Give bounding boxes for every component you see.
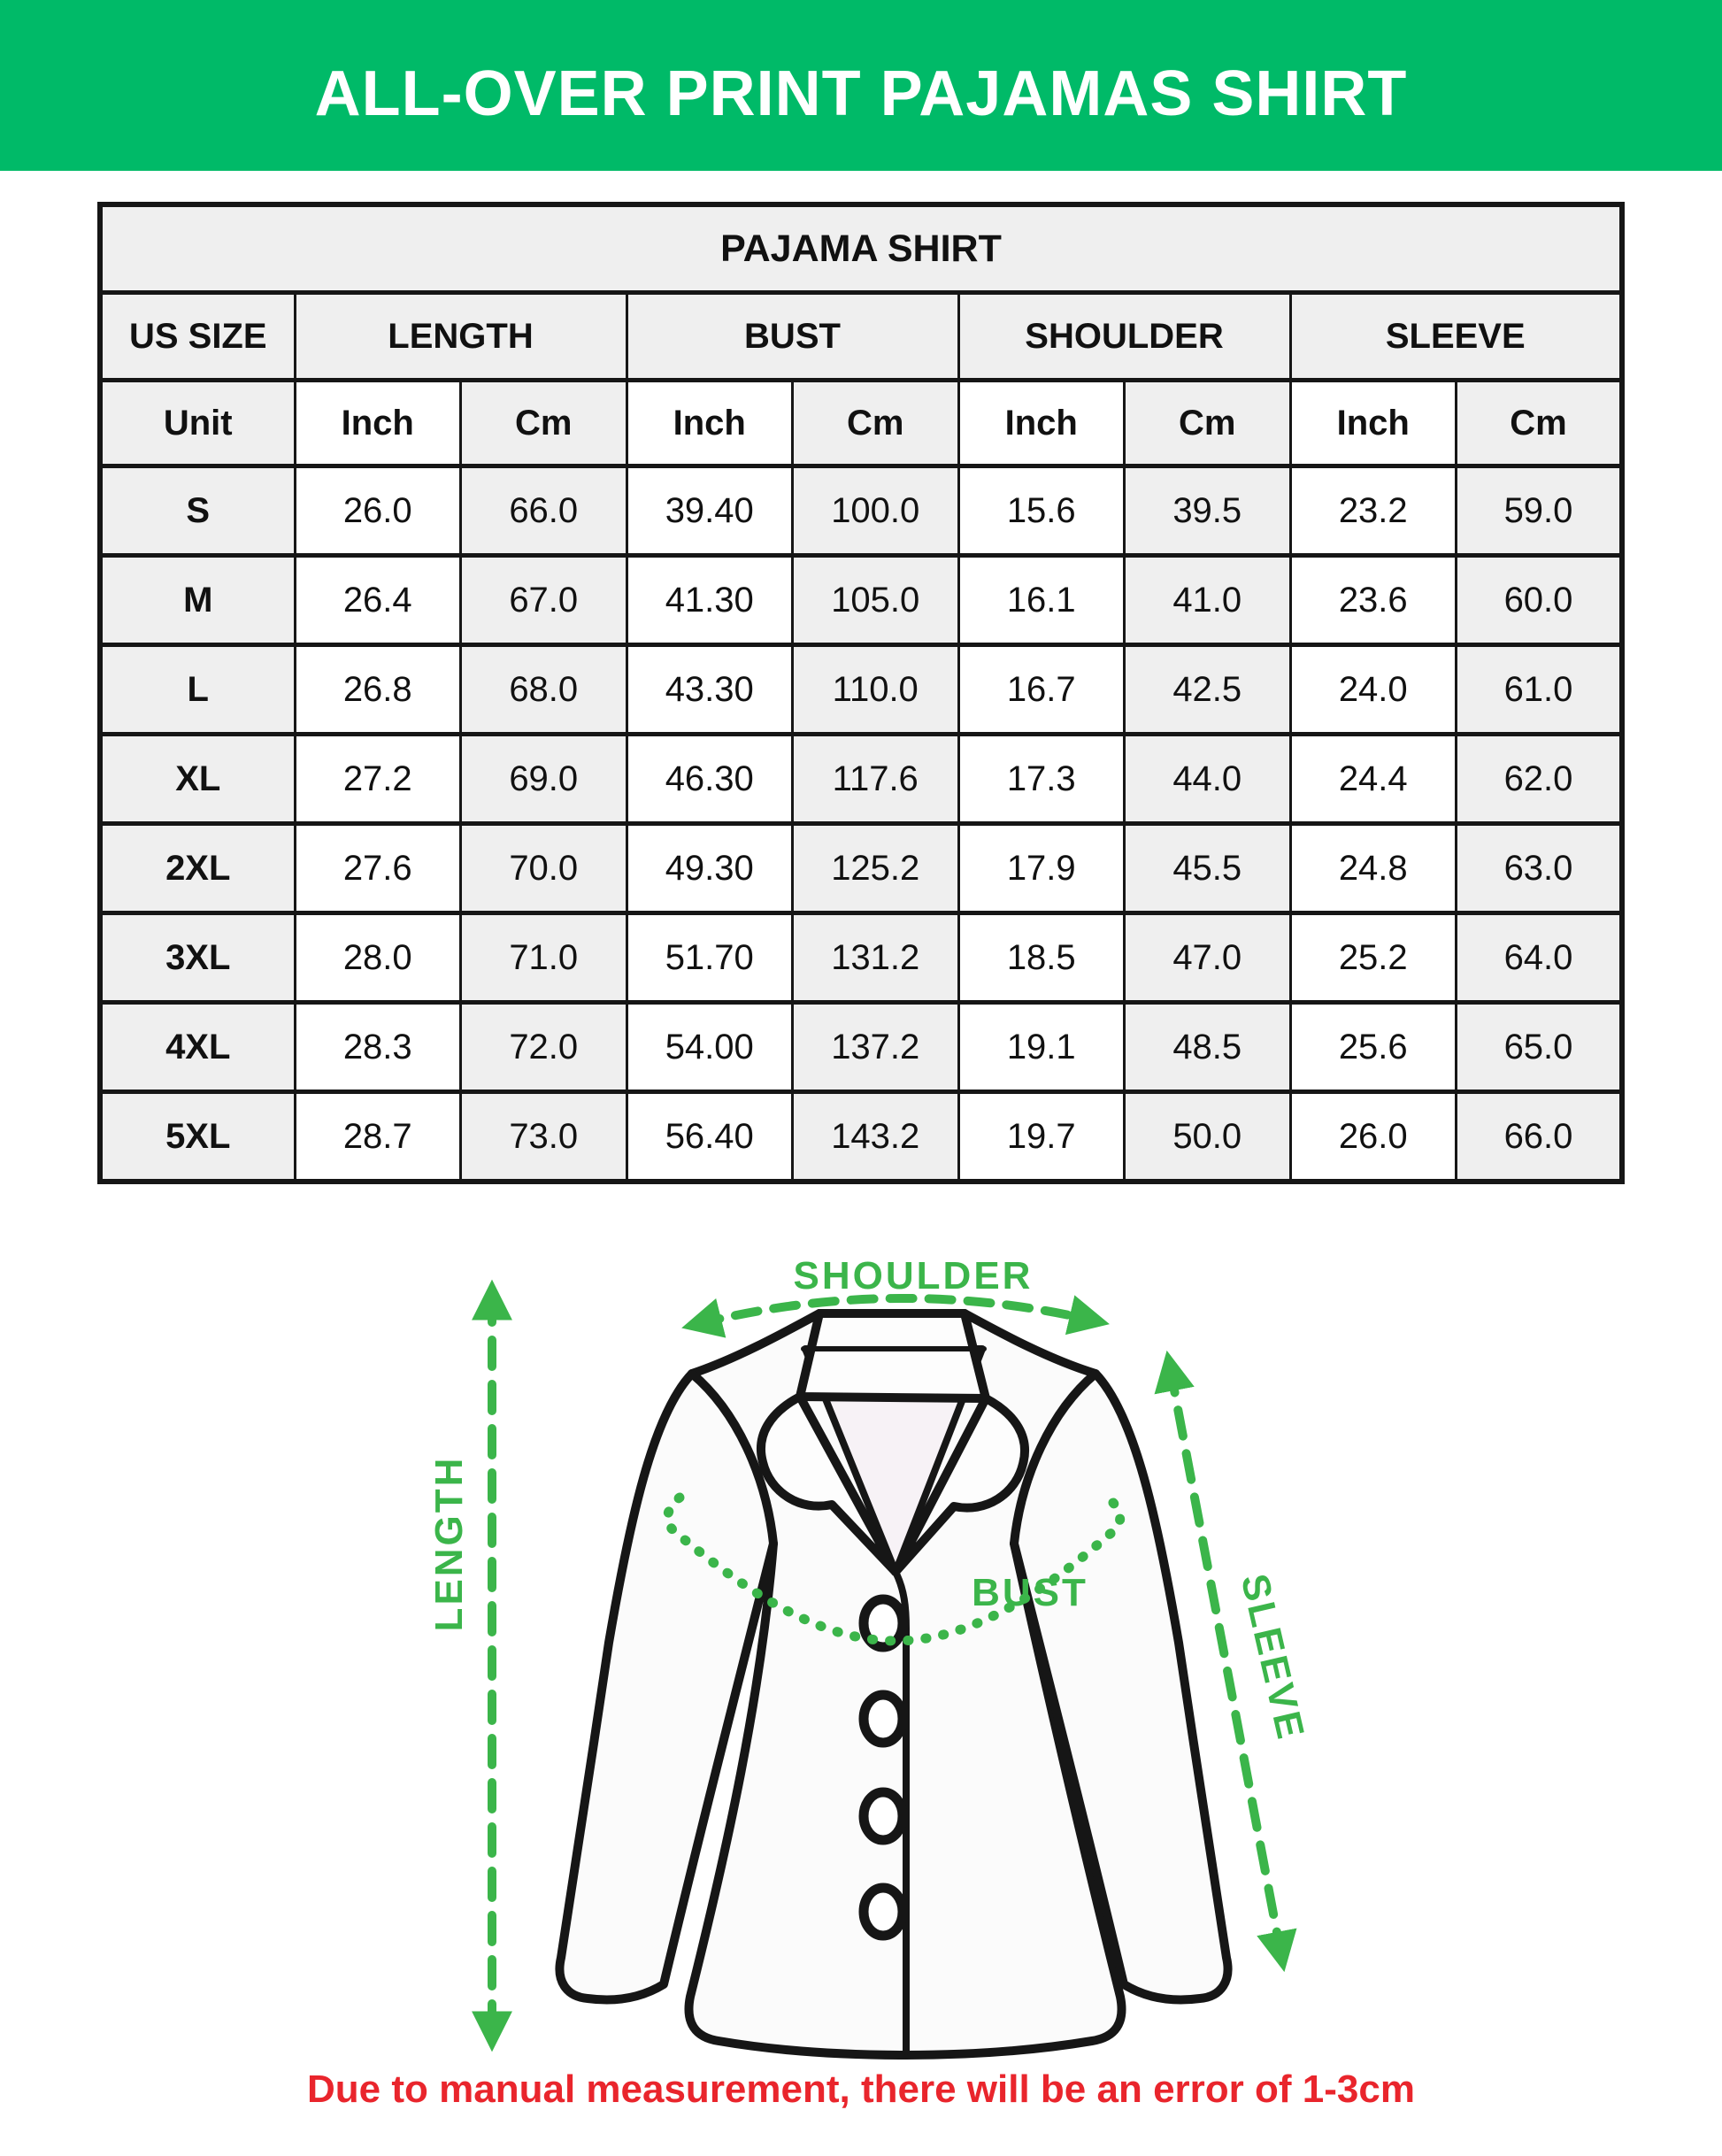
value-cell: 68.0 — [461, 645, 627, 735]
value-cell: 15.6 — [958, 466, 1125, 556]
value-cell: 125.2 — [793, 824, 959, 913]
table-group-header-row — [100, 293, 1622, 381]
shirt-button — [864, 1695, 903, 1743]
value-cell: 105.0 — [793, 556, 959, 645]
value-cell: 17.9 — [958, 824, 1125, 913]
table-title: PAJAMA SHIRT — [100, 204, 1622, 293]
shirt-collar-back — [800, 1313, 986, 1398]
page-title: ALL-OVER PRINT PAJAMAS SHIRT — [314, 58, 1408, 129]
value-cell: 41.0 — [1125, 556, 1291, 645]
value-cell: 26.0 — [295, 466, 461, 556]
value-cell: 25.6 — [1290, 1003, 1457, 1092]
value-cell: 48.5 — [1125, 1003, 1291, 1092]
table-row-xl — [100, 735, 1622, 824]
value-cell: 49.30 — [627, 824, 793, 913]
value-cell: 131.2 — [793, 913, 959, 1003]
value-cell: 100.0 — [793, 466, 959, 556]
value-cell: 66.0 — [1457, 1092, 1623, 1182]
value-cell: 110.0 — [793, 645, 959, 735]
value-cell: 71.0 — [461, 913, 627, 1003]
pajama-shirt-drawing — [559, 1313, 1227, 2055]
size-cell: S — [100, 466, 295, 556]
value-cell: 67.0 — [461, 556, 627, 645]
table-row-3xl — [100, 913, 1622, 1003]
size-chart-table — [97, 202, 1625, 1184]
shirt-button — [864, 1888, 903, 1936]
value-cell: 28.7 — [295, 1092, 461, 1182]
value-cell: 42.5 — [1125, 645, 1291, 735]
size-cell: M — [100, 556, 295, 645]
value-cell: 73.0 — [461, 1092, 627, 1182]
value-cell: 44.0 — [1125, 735, 1291, 824]
value-cell: 19.7 — [958, 1092, 1125, 1182]
value-cell: 56.40 — [627, 1092, 793, 1182]
value-cell: 59.0 — [1457, 466, 1623, 556]
table-row-5xl — [100, 1092, 1622, 1182]
bust-label: BUST — [972, 1571, 1088, 1614]
value-cell: 47.0 — [1125, 913, 1291, 1003]
value-cell: 25.2 — [1290, 913, 1457, 1003]
value-cell: 54.00 — [627, 1003, 793, 1092]
unit-cell: Inch — [295, 381, 461, 466]
size-cell: 5XL — [100, 1092, 295, 1182]
value-cell: 43.30 — [627, 645, 793, 735]
value-cell: 137.2 — [793, 1003, 959, 1092]
value-cell: 24.0 — [1290, 645, 1457, 735]
length-label: LENGTH — [427, 1455, 471, 1632]
table-row-m — [100, 556, 1622, 645]
value-cell: 28.3 — [295, 1003, 461, 1092]
value-cell: 39.5 — [1125, 466, 1291, 556]
measurement-disclaimer: Due to manual measurement, there will be an error of 1-3cm — [307, 2067, 1415, 2111]
unit-cell: Cm — [1125, 381, 1291, 466]
col-header-sleeve: SLEEVE — [1290, 293, 1622, 381]
unit-label-cell: Unit — [100, 381, 295, 466]
table-title-row — [100, 204, 1622, 293]
value-cell: 45.5 — [1125, 824, 1291, 913]
value-cell: 16.7 — [958, 645, 1125, 735]
value-cell: 64.0 — [1457, 913, 1623, 1003]
value-cell: 41.30 — [627, 556, 793, 645]
size-cell: 2XL — [100, 824, 295, 913]
value-cell: 27.6 — [295, 824, 461, 913]
col-header-us-size: US SIZE — [100, 293, 295, 381]
unit-cell: Cm — [461, 381, 627, 466]
shirt-measurement-diagram — [0, 1239, 1722, 2089]
value-cell: 26.8 — [295, 645, 461, 735]
value-cell: 18.5 — [958, 913, 1125, 1003]
value-cell: 65.0 — [1457, 1003, 1623, 1092]
value-cell: 50.0 — [1125, 1092, 1291, 1182]
sleeve-label: SLEEVE — [1232, 1569, 1313, 1745]
value-cell: 39.40 — [627, 466, 793, 556]
value-cell: 17.3 — [958, 735, 1125, 824]
col-header-shoulder: SHOULDER — [958, 293, 1290, 381]
size-cell: 3XL — [100, 913, 295, 1003]
value-cell: 66.0 — [461, 466, 627, 556]
col-header-length: LENGTH — [295, 293, 627, 381]
size-cell: XL — [100, 735, 295, 824]
size-cell: L — [100, 645, 295, 735]
unit-cell: Inch — [1290, 381, 1457, 466]
value-cell: 27.2 — [295, 735, 461, 824]
value-cell: 51.70 — [627, 913, 793, 1003]
unit-cell: Cm — [1457, 381, 1623, 466]
value-cell: 61.0 — [1457, 645, 1623, 735]
value-cell: 23.6 — [1290, 556, 1457, 645]
value-cell: 26.4 — [295, 556, 461, 645]
value-cell: 26.0 — [1290, 1092, 1457, 1182]
table-row-s — [100, 466, 1622, 556]
table-row-4xl — [100, 1003, 1622, 1092]
table-row-l — [100, 645, 1622, 735]
value-cell: 19.1 — [958, 1003, 1125, 1092]
unit-cell: Inch — [958, 381, 1125, 466]
table-row-2xl — [100, 824, 1622, 913]
shoulder-label: SHOULDER — [793, 1254, 1034, 1297]
value-cell: 117.6 — [793, 735, 959, 824]
value-cell: 16.1 — [958, 556, 1125, 645]
col-header-bust: BUST — [627, 293, 958, 381]
table-unit-row — [100, 381, 1622, 466]
value-cell: 24.8 — [1290, 824, 1457, 913]
unit-cell: Cm — [793, 381, 959, 466]
size-cell: 4XL — [100, 1003, 295, 1092]
value-cell: 24.4 — [1290, 735, 1457, 824]
shirt-button — [864, 1792, 903, 1840]
value-cell: 143.2 — [793, 1092, 959, 1182]
value-cell: 60.0 — [1457, 556, 1623, 645]
value-cell: 63.0 — [1457, 824, 1623, 913]
value-cell: 70.0 — [461, 824, 627, 913]
value-cell: 72.0 — [461, 1003, 627, 1092]
value-cell: 62.0 — [1457, 735, 1623, 824]
value-cell: 23.2 — [1290, 466, 1457, 556]
unit-cell: Inch — [627, 381, 793, 466]
value-cell: 46.30 — [627, 735, 793, 824]
title-banner — [0, 0, 1722, 171]
value-cell: 69.0 — [461, 735, 627, 824]
value-cell: 28.0 — [295, 913, 461, 1003]
